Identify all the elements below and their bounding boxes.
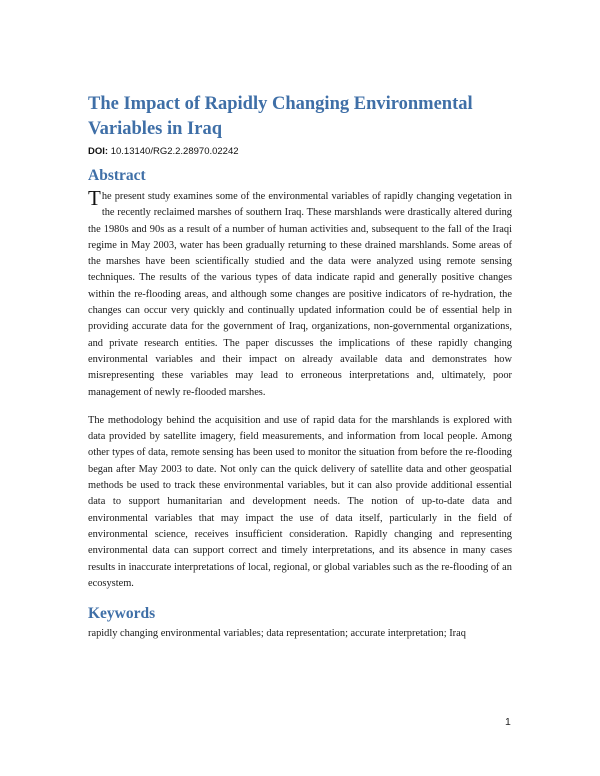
abstract-paragraph-2: The methodology behind the acquisition and use of rapid data for the marshlands is explored with data provided by satellite imagery, field measurements, and information from local people. Among other types of data, remote sensing has been used to monitor the situation from before the re-flooding began after May 2003 to date. Not only can the quick delivery of satellite data and other geospatial methods be used to track these environmental variables, but it can also provide additional essential data to support humanitarian and development needs. The notion of up-to-date data and environmental variables that may impact the use of data itself, particularly in the field of environmental science, receives insufficient consideration. Rapidly changing and representing environmental data can support correct and timely interpretations, and its absence in many cases results in inaccurate interpretations of local, regional, or global variables such as the re-flooding of an ecosystem.: [88, 414, 512, 589]
abstract-paragraph-1: [88, 186, 512, 401]
paper-page: [88, 92, 512, 642]
abstract-heading: Abstract: [88, 167, 146, 184]
doi-label: DOI:: [88, 146, 109, 157]
drop-cap: T: [88, 186, 101, 210]
abstract-paragraph-1-text: he present study examines some of the environmental variables of rapidly changing vegetation in the recently reclaimed marshes of southern Iraq. These marshlands were drastically altered during the 1980s and 90s as a result of a number of human activities and, subsequent to the fall of the Iraqi regime in May 2003, water has been gradually returning to these drained marshlands. Some areas of the marshes have been scientifically studied and the data were analyzed using remote sensing techniques. The results of the various types of data indicate rapid and generally positive changes within the re-flooding areas, and although some changes are positive indicators of re-hydration, the changes can occur very quickly and continually updated information could be of essential help in providing accurate data for the government of Iraq, organizations, non-governmental organizations, and private research entities. The paper discusses the implications of these rapidly changing environmental variables and their impact on already available data and demonstrates how misrepresenting these variables may lead to erroneous interpretations and, ultimately, poor management of newly re-flooded marshes.: [88, 191, 512, 398]
paper-title: The Impact of Rapidly Changing Environmental Variables in Iraq: [88, 94, 473, 139]
doi-line: [88, 145, 512, 158]
page-number: 1: [505, 716, 511, 728]
doi-value: 10.13140/RG2.2.28970.02242: [110, 146, 239, 157]
keywords-text: rapidly changing environmental variables; data representation; accurate interpretation; Iraq: [88, 628, 466, 640]
keywords-heading: Keywords: [88, 605, 156, 623]
